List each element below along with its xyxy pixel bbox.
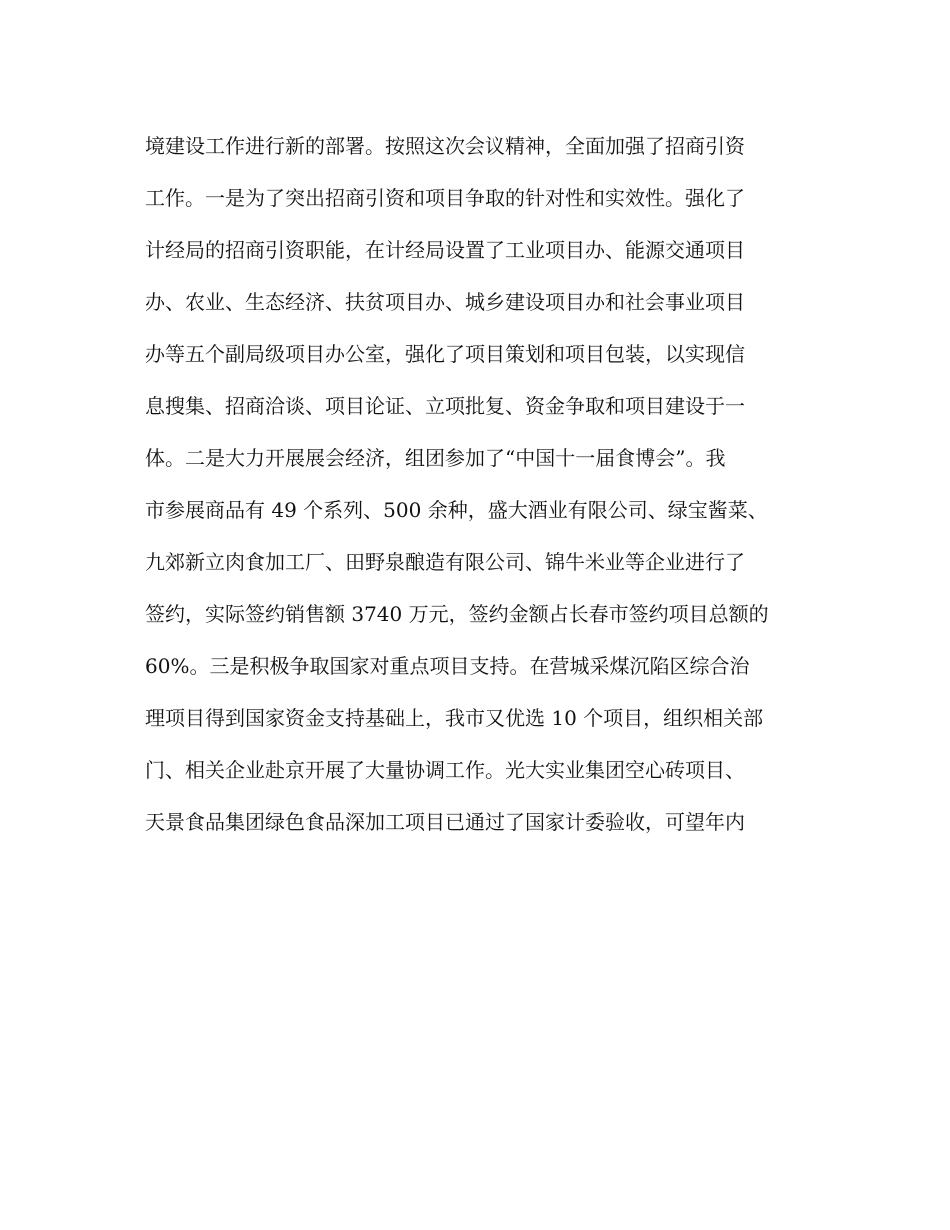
text-line-6: 息搜集、招商洽谈、项目论证、立项批复、资金争取和项目建设于一 bbox=[145, 394, 745, 418]
body-text bbox=[145, 126, 825, 854]
text-line-1: 境建设工作进行新的部署。按照这次会议精神，全面加强了招商引资 bbox=[145, 134, 745, 158]
text-line-9: 九郊新立肉食加工厂、田野泉酿造有限公司、锦牛米业等企业进行了 bbox=[145, 550, 745, 574]
text-line-3: 计经局的招商引资职能，在计经局设置了工业项目办、能源交通项目 bbox=[145, 238, 745, 262]
text-line-13: 门、相关企业赴京开展了大量协调工作。光大实业集团空心砖项目、 bbox=[145, 758, 745, 782]
text-line-12: 理项目得到国家资金支持基础上，我市又优选 10 个项目，组织相关部 bbox=[145, 706, 764, 730]
text-line-11: 60%。三是积极争取国家对重点项目支持。在营城采煤沉陷区综合治 bbox=[145, 654, 750, 678]
text-line-14: 天景食品集团绿色食品深加工项目已通过了国家计委验收，可望年内 bbox=[145, 810, 745, 834]
text-line-4: 办、农业、生态经济、扶贫项目办、城乡建设项目办和社会事业项目 bbox=[145, 290, 745, 314]
text-line-10: 签约，实际签约销售额 3740 万元，签约金额占长春市签约项目总额的 bbox=[145, 602, 769, 626]
text-line-7: 体。二是大力开展展会经济，组团参加了“中国十一届食博会”。我 bbox=[145, 446, 726, 470]
text-line-5: 办等五个副局级项目办公室，强化了项目策划和项目包装，以实现信 bbox=[145, 342, 745, 366]
text-line-2: 工作。一是为了突出招商引资和项目争取的针对性和实效性。强化了 bbox=[145, 186, 745, 210]
text-line-8: 市参展商品有 49 个系列、500 余种，盛大酒业有限公司、绿宝酱菜、 bbox=[145, 498, 768, 522]
